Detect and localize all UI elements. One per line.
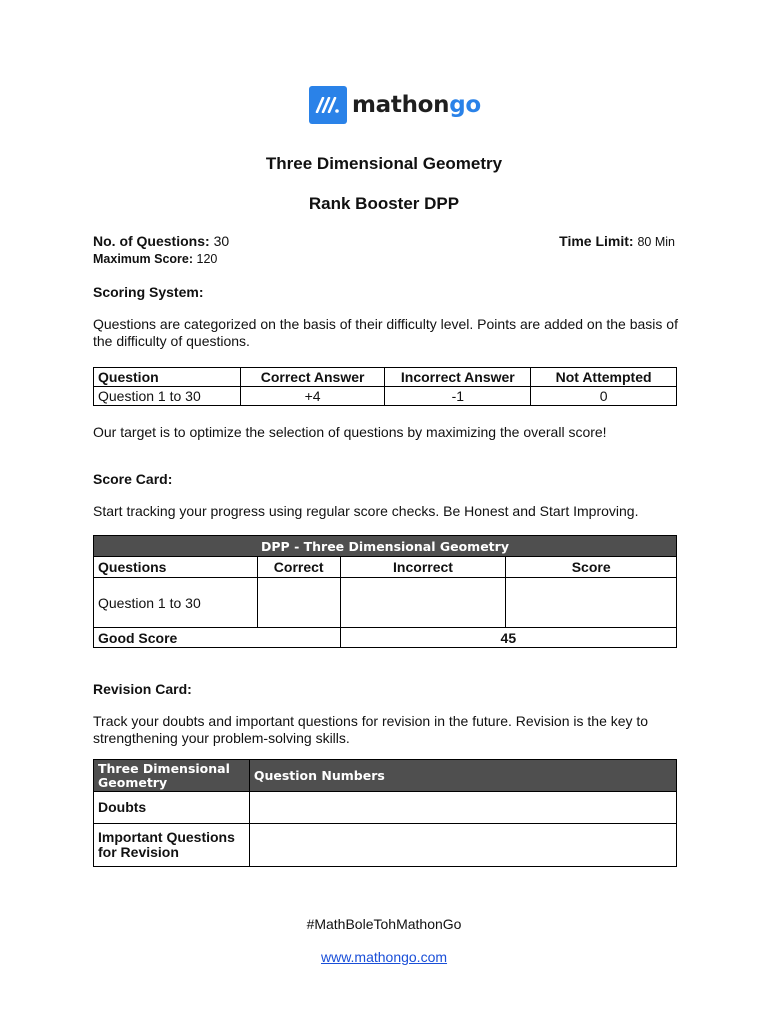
scoring-row (94, 387, 677, 406)
score-card-table (93, 535, 677, 648)
score-card-header-incorrect: Incorrect (340, 557, 506, 578)
revision-description: Track your doubts and important questions for revision in the future. Revision is the key to strengthening your problem-solving skills. (93, 713, 649, 746)
page-subtitle: Rank Booster DPP (308, 194, 460, 213)
time-limit: Time Limit: 80 Min (559, 233, 675, 249)
scoring-table (93, 367, 677, 406)
scoring-cell-not-attempted: 0 (531, 387, 677, 406)
score-card-correct-input[interactable] (257, 578, 340, 628)
scoring-header-correct: Correct Answer (240, 368, 385, 387)
good-score-value: 45 (340, 628, 676, 648)
score-card-header-row (94, 557, 677, 578)
revision-important-input[interactable] (249, 824, 676, 867)
score-card-title-row (94, 536, 677, 557)
revision-doubts-label: Doubts (94, 792, 250, 824)
score-card-score-input[interactable] (506, 578, 677, 628)
score-card-row-label: Question 1 to 30 (94, 578, 258, 628)
good-score-row (94, 628, 677, 648)
scoring-system-heading: Scoring System: (93, 284, 204, 300)
mathongo-logo (309, 86, 481, 124)
scoring-description: Questions are categorized on the basis of their difficulty level. Points are added on the basis of the difficulty of questions. (93, 316, 678, 349)
score-card-incorrect-input[interactable] (340, 578, 506, 628)
scoring-header-incorrect: Incorrect Answer (385, 368, 531, 387)
scoring-header-not-attempted: Not Attempted (531, 368, 677, 387)
scoring-cell-correct: +4 (240, 387, 385, 406)
revision-header-row (94, 760, 677, 792)
score-card-header-questions: Questions (94, 557, 258, 578)
score-card-description: Start tracking your progress using regular score checks. Be Honest and Start Improving. (93, 503, 639, 519)
mathongo-logo-icon (309, 86, 347, 124)
scoring-header-question: Question (94, 368, 241, 387)
revision-card-heading: Revision Card: (93, 681, 192, 697)
score-card-table-title: DPP - Three Dimensional Geometry (94, 536, 677, 557)
target-statement: Our target is to optimize the selection of questions by maximizing the overall score! (93, 424, 607, 440)
revision-important-row (94, 824, 677, 867)
revision-doubts-input[interactable] (249, 792, 676, 824)
footer-link-wrapper (0, 949, 768, 965)
scoring-cell-question: Question 1 to 30 (94, 387, 241, 406)
revision-important-label: Important Questions for Revision (94, 824, 250, 867)
revision-table (93, 759, 677, 867)
mathongo-website-link[interactable]: www.mathongo.com (320, 949, 448, 965)
revision-header-topic: Three Dimensional Geometry (94, 760, 250, 792)
score-card-header-score: Score (506, 557, 677, 578)
footer-hashtag: #MathBoleTohMathonGo (306, 916, 462, 932)
maximum-score: Maximum Score: 120 (93, 252, 218, 266)
scoring-header-row (94, 368, 677, 387)
revision-header-numbers: Question Numbers (249, 760, 676, 792)
score-card-heading: Score Card: (93, 471, 173, 487)
revision-doubts-row (94, 792, 677, 824)
scoring-cell-incorrect: -1 (385, 387, 531, 406)
questions-count: No. of Questions: 30 (93, 233, 230, 249)
good-score-label: Good Score (94, 628, 341, 648)
score-card-entry-row (94, 578, 677, 628)
score-card-header-correct: Correct (257, 557, 340, 578)
page-title: Three Dimensional Geometry (265, 154, 503, 173)
logo-wordmark: mathongo (352, 92, 481, 118)
